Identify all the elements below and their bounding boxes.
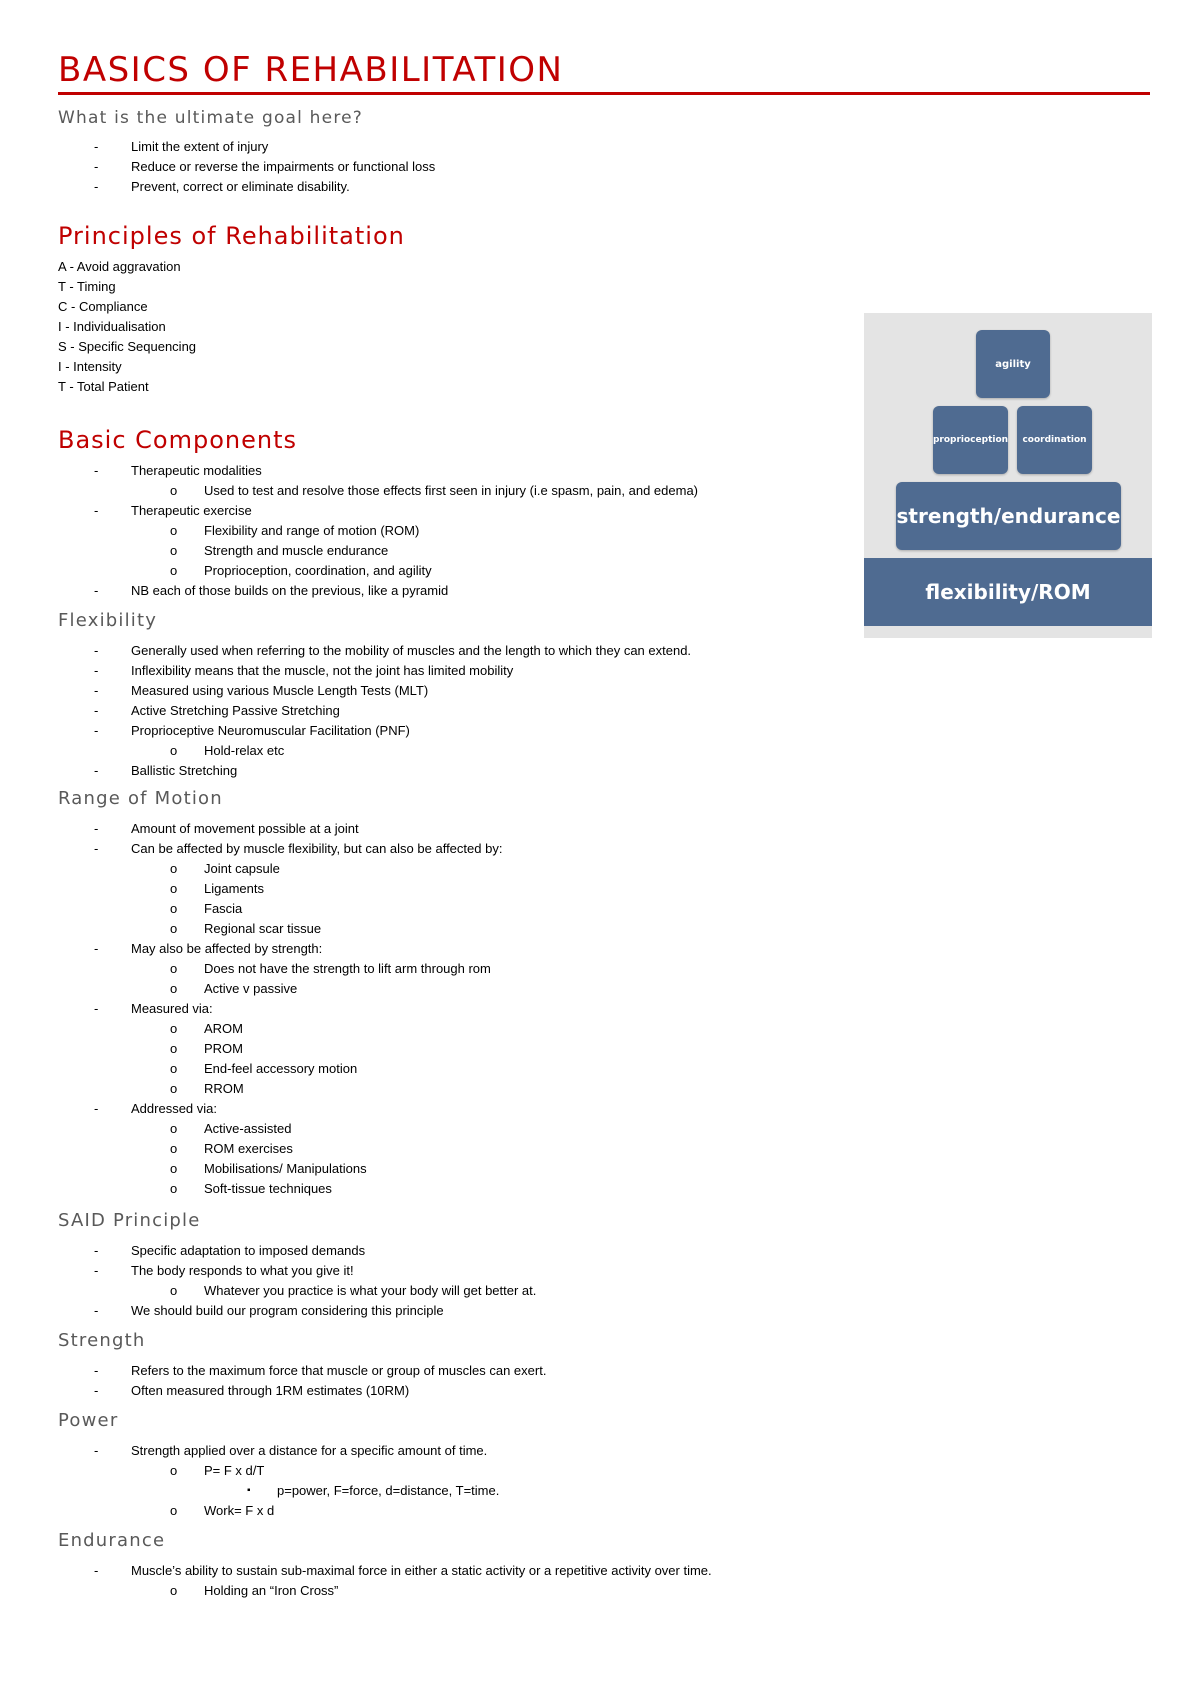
list-item: ▪ p=power, F=force, d=distance, T=time. (58, 1481, 1150, 1501)
list-item: - Ballistic Stretching (58, 761, 1150, 781)
pyramid-agility-block: agility (976, 330, 1050, 398)
pyramid-strength-block: strength/endurance (896, 482, 1121, 550)
pyramid-proprioception-block: proprioception (933, 406, 1008, 474)
list-item: - Specific adaptation to imposed demands (58, 1241, 1150, 1261)
list-item: I - Intensity (58, 359, 122, 374)
principles-heading: Principles of Rehabilitation (58, 222, 405, 250)
document-page (58, 50, 1150, 1601)
list-item: - Amount of movement possible at a joint (58, 819, 1150, 839)
list-item: o AROM (58, 1019, 1150, 1039)
strength-list (58, 1361, 1150, 1401)
list-item: - Measured using various Muscle Length Tests (MLT) (58, 681, 1150, 701)
list-item: A - Avoid aggravation (58, 259, 181, 274)
list-item: o PROM (58, 1039, 1150, 1059)
list-item: o Proprioception, coordination, and agility (58, 561, 1150, 581)
rom-list (58, 819, 1150, 1199)
list-item: - Measured via: (58, 999, 1150, 1019)
list-item: o Does not have the strength to lift arm through rom (58, 959, 1150, 979)
list-item: o End-feel accessory motion (58, 1059, 1150, 1079)
goal-heading: What is the ultimate goal here? (58, 108, 364, 128)
list-item: - NB each of those builds on the previous, like a pyramid (58, 581, 1150, 601)
list-item: T - Total Patient (58, 379, 149, 394)
pyramid-flexibility-base: flexibility/ROM (864, 558, 1152, 626)
endurance-heading: Endurance (58, 1530, 166, 1551)
list-item: T - Timing (58, 279, 116, 294)
list-item: - Often measured through 1RM estimates (10RM) (58, 1381, 1150, 1401)
list-item: o Strength and muscle endurance (58, 541, 1150, 561)
list-item: o Mobilisations/ Manipulations (58, 1159, 1150, 1179)
strength-heading: Strength (58, 1330, 146, 1351)
list-item: o Flexibility and range of motion (ROM) (58, 521, 1150, 541)
list-item: o P= F x d/T (58, 1461, 1150, 1481)
list-item: o ROM exercises (58, 1139, 1150, 1159)
list-item: - Strength applied over a distance for a specific amount of time. (58, 1441, 1150, 1461)
title-underline (58, 92, 1150, 95)
list-item: o Active v passive (58, 979, 1150, 999)
list-item: - The body responds to what you give it! (58, 1261, 1150, 1281)
pyramid-coordination-block: coordination (1017, 406, 1092, 474)
power-list (58, 1441, 1150, 1521)
components-heading: Basic Components (58, 426, 298, 454)
list-item: - Prevent, correct or eliminate disability. (58, 177, 1150, 197)
list-item: C - Compliance (58, 299, 148, 314)
list-item: - Therapeutic modalities (58, 461, 1150, 481)
list-item: o Joint capsule (58, 859, 1150, 879)
list-item: - Reduce or reverse the impairments or functional loss (58, 157, 1150, 177)
power-heading: Power (58, 1410, 119, 1431)
rom-heading: Range of Motion (58, 788, 223, 809)
list-item: - Inflexibility means that the muscle, not the joint has limited mobility (58, 661, 1150, 681)
list-item: o Whatever you practice is what your body will get better at. (58, 1281, 1150, 1301)
list-item: o Fascia (58, 899, 1150, 919)
list-item: o Active-assisted (58, 1119, 1150, 1139)
endurance-list (58, 1561, 1150, 1601)
list-item: S - Specific Sequencing (58, 339, 197, 354)
list-item: o Regional scar tissue (58, 919, 1150, 939)
list-item: o Hold-relax etc (58, 741, 1150, 761)
list-item: o Soft-tissue techniques (58, 1179, 1150, 1199)
list-item: - May also be affected by strength: (58, 939, 1150, 959)
list-item: - Active Stretching Passive Stretching (58, 701, 1150, 721)
list-item: - Proprioceptive Neuromuscular Facilitation (PNF) (58, 721, 1150, 741)
list-item: - Addressed via: (58, 1099, 1150, 1119)
flexibility-list (58, 641, 1150, 781)
list-item: - We should build our program considering this principle (58, 1301, 1150, 1321)
list-item: o Holding an “Iron Cross” (58, 1581, 1150, 1601)
goal-list (58, 137, 1150, 197)
list-item: - Muscle’s ability to sustain sub-maximal force in either a static activity or a repetitive activity over time. (58, 1561, 1150, 1581)
list-item: o Used to test and resolve those effects first seen in injury (i.e spasm, pain, and edema) (58, 481, 1150, 501)
list-item: - Therapeutic exercise (58, 501, 1150, 521)
list-item: o RROM (58, 1079, 1150, 1099)
list-item: - Generally used when referring to the mobility of muscles and the length to which they can extend. (58, 641, 1150, 661)
list-item: o Work= F x d (58, 1501, 1150, 1521)
rehab-pyramid-figure (864, 313, 1152, 638)
flexibility-heading: Flexibility (58, 610, 158, 631)
said-heading: SAID Principle (58, 1210, 201, 1231)
list-item: - Refers to the maximum force that muscle or group of muscles can exert. (58, 1361, 1150, 1381)
list-item: I - Individualisation (58, 319, 166, 334)
said-list (58, 1241, 1150, 1321)
document-title: BASICS OF REHABILITATION (58, 50, 564, 90)
list-item: o Ligaments (58, 879, 1150, 899)
list-item: - Limit the extent of injury (58, 137, 1150, 157)
list-item: - Can be affected by muscle flexibility, but can also be affected by: (58, 839, 1150, 859)
